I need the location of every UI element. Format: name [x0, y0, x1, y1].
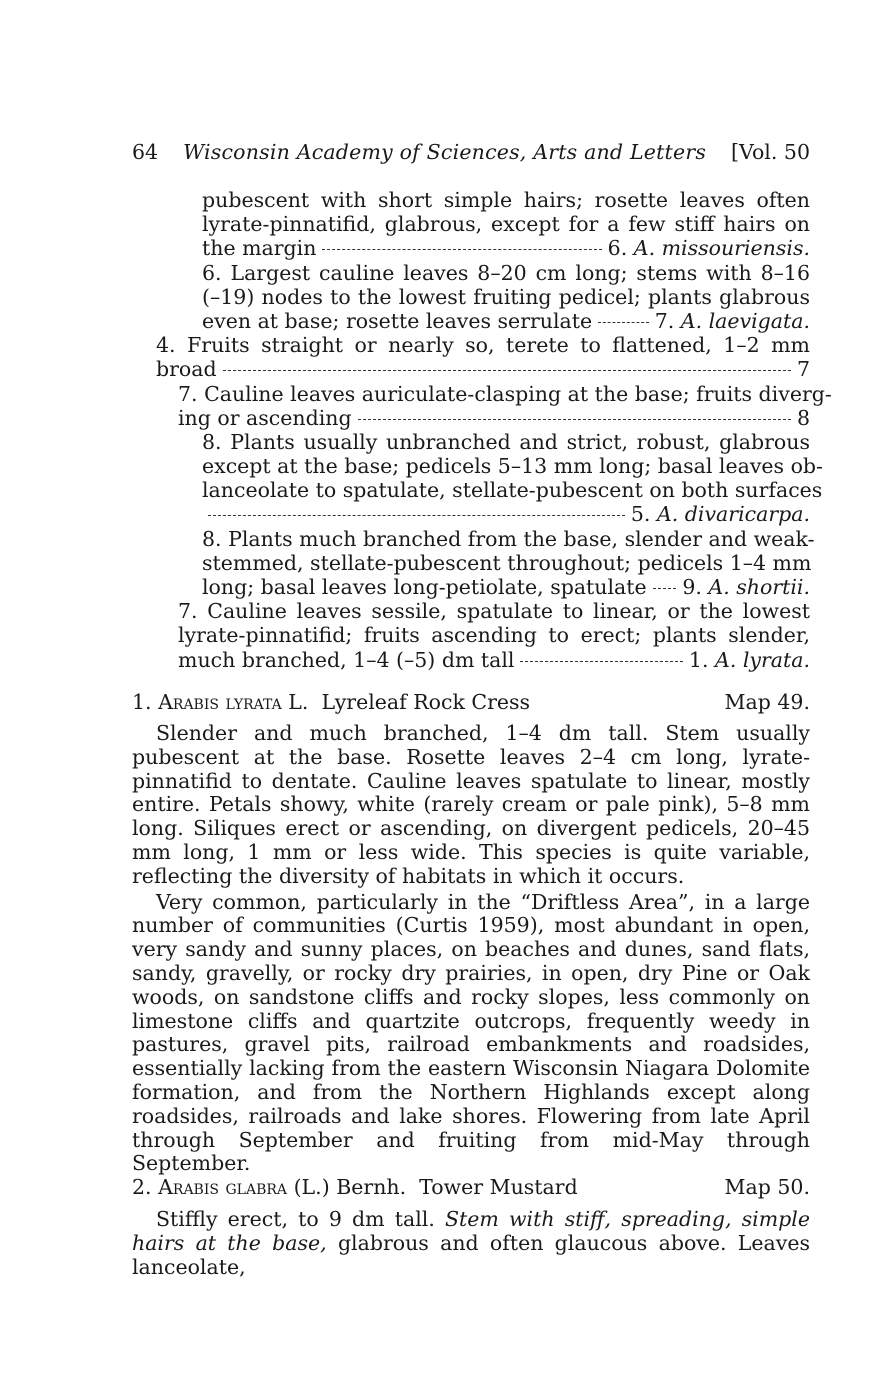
key-line [132, 526, 815, 551]
intro-text: Stiffly erect, to 9 dm tall. [156, 1207, 435, 1231]
running-header [132, 140, 810, 166]
key-text: 6. Largest cauline leaves 8–20 cm long; stems with 8–16 [202, 260, 810, 285]
dot-leader [653, 588, 677, 589]
identification-key [132, 188, 832, 672]
key-text: much branched, 1–4 (–5) dm tall [178, 647, 515, 672]
key-result [655, 309, 810, 333]
key-result-taxon: A. lyrata. [715, 647, 810, 672]
species-number: 2. [132, 1175, 152, 1199]
key-line [132, 648, 810, 672]
key-result [682, 575, 810, 599]
key-line [132, 333, 810, 357]
key-result-number: 1. [688, 647, 709, 672]
dot-leader [520, 661, 682, 662]
genus-name: Arabis [158, 1175, 219, 1199]
key-line [132, 285, 810, 309]
key-text: even at base; rosette leaves serrulate [202, 308, 593, 333]
key-text: the margin [202, 236, 317, 261]
key-text: 8. Plants usually unbranched and strict, robust, glabrous [202, 429, 810, 454]
species-epithet: glabra [225, 1175, 288, 1199]
key-result-number: 7 [796, 357, 810, 382]
author-citation: L. [288, 690, 309, 714]
species-heading-1 [132, 690, 810, 716]
key-result [797, 357, 810, 381]
dot-leader [322, 249, 601, 250]
key-result-taxon: A. laevigata. [680, 308, 810, 333]
dot-leader [208, 515, 625, 516]
key-line [132, 236, 810, 260]
key-result-taxon: A. missouriensis. [633, 236, 810, 261]
species-heading-2 [132, 1175, 810, 1201]
key-text: except at the base; pedicels 5–13 mm long; basal leaves ob- [202, 454, 823, 479]
key-line [132, 357, 810, 381]
key-line [132, 502, 810, 526]
key-result-taxon: A. divaricarpa. [656, 502, 810, 527]
key-text: 4. Fruits straight or nearly so, terete to flattened, 1–2 mm [156, 333, 810, 358]
key-line [132, 599, 810, 623]
book-page [132, 0, 832, 1380]
key-line [132, 406, 810, 430]
dot-leader [223, 370, 791, 371]
key-text: (–19) nodes to the lowest fruiting pedicel; plants glabrous [202, 284, 810, 309]
volume-label: [Vol. 50 [731, 140, 810, 164]
key-line [132, 381, 832, 406]
species-number: 1. [132, 690, 152, 714]
key-text: stemmed, stellate-pubescent throughout; pedicels 1–4 mm [202, 550, 812, 575]
key-line [132, 454, 823, 479]
key-result-number: 6. [607, 236, 628, 261]
key-line [132, 212, 810, 236]
author-citation: (L.) Bernh. [293, 1175, 407, 1199]
key-line [132, 309, 810, 333]
key-result [797, 406, 810, 430]
key-result [689, 648, 810, 672]
map-reference: Map 49. [724, 690, 810, 714]
key-line [132, 261, 810, 285]
dot-leader [598, 322, 649, 323]
key-line [132, 551, 810, 575]
key-line [132, 575, 810, 599]
key-line [132, 430, 810, 454]
dot-leader [358, 419, 791, 420]
key-text: pubescent with short simple hairs; rosette leaves often [202, 188, 810, 212]
habitat-paragraph: Very common, particularly in the “Driftless Area”, in a large number of communities (Curtis 1959), most abundant in open, very sandy and sunny places, on beaches and dunes, sand flats, sandy, gravelly, or rocky dry prairies, in open, dry Pine or Oak woods, on sandstone cliffs and rocky slopes, less commonly on limestone cliffs and quartzite outcrops, frequently weedy in pastures, gravel pits, railroad embankments and roadsides, essentially lacking from the eastern Wisconsin Niagara Dolomite formation, and from the Northern Highlands except along roadsides, railroads and lake shores. Flowering from late April through September and fruiting from mid-May through September. [132, 889, 810, 1176]
key-line [132, 188, 810, 212]
key-result-number: 7. [654, 308, 675, 333]
italic-text: Stem with stiff, spreading, simple hairs at the base, [132, 1207, 810, 1255]
key-text: 7. Cauline leaves sessile, spatulate to linear, or the lowest [178, 599, 810, 624]
journal-title: Wisconsin Academy of Sciences, Arts and Letters [183, 140, 707, 164]
key-text: ing or ascending [178, 405, 352, 430]
key-result-taxon: A. shortii. [708, 575, 810, 599]
key-result-number: 5. [630, 502, 651, 527]
genus-name: Arabis [158, 690, 219, 714]
key-text: lyrate-pinnatifid; fruits ascending to erect; plants slender, [178, 623, 810, 648]
description-paragraph [132, 1208, 810, 1279]
key-text: broad [156, 357, 217, 382]
species-description-1 [132, 722, 810, 1176]
key-result-number: 9. [682, 575, 702, 599]
map-reference: Map 50. [724, 1175, 810, 1199]
key-text: long; basal leaves long-petiolate, spatulate [202, 575, 647, 599]
page-number: 64 [132, 140, 159, 164]
species-epithet: lyrata [225, 690, 282, 714]
species-description-2 [132, 1208, 810, 1279]
key-text: lanceolate to spatulate, stellate-pubescent on both surfaces [202, 478, 823, 503]
description-text: glabrous and often glaucous above. Leaves lanceolate, [132, 1230, 810, 1279]
common-name: Lyreleaf Rock Cress [321, 690, 531, 714]
key-line [132, 623, 810, 647]
key-line [132, 478, 823, 503]
key-text: 7. Cauline leaves auriculate-clasping at the base; fruits diverg- [178, 381, 832, 406]
description-paragraph: Slender and much branched, 1–4 dm tall. Stem usually pubescent at the base. Rosette leaves 2–4 cm long, lyrate-pinnatifid to dentate. Cauline leaves spatulate to linear, mostly entire. Petals showy, white (rarely cream or pale pink), 5–8 mm long. Siliques erect or ascending, on divergent pedicels, 20–45 mm long, 1 mm or less wide. This species is quite variable, reflecting the diversity of habitats in which it occurs. [132, 721, 810, 888]
key-text: lyrate-pinnatifid, glabrous, except for a few stiff hairs on [202, 212, 810, 237]
key-result [631, 502, 810, 526]
common-name: Tower Mustard [419, 1175, 578, 1199]
key-result [608, 236, 810, 260]
key-result-number: 8 [796, 405, 810, 430]
key-text: 8. Plants much branched from the base, slender and weak- [202, 526, 815, 551]
